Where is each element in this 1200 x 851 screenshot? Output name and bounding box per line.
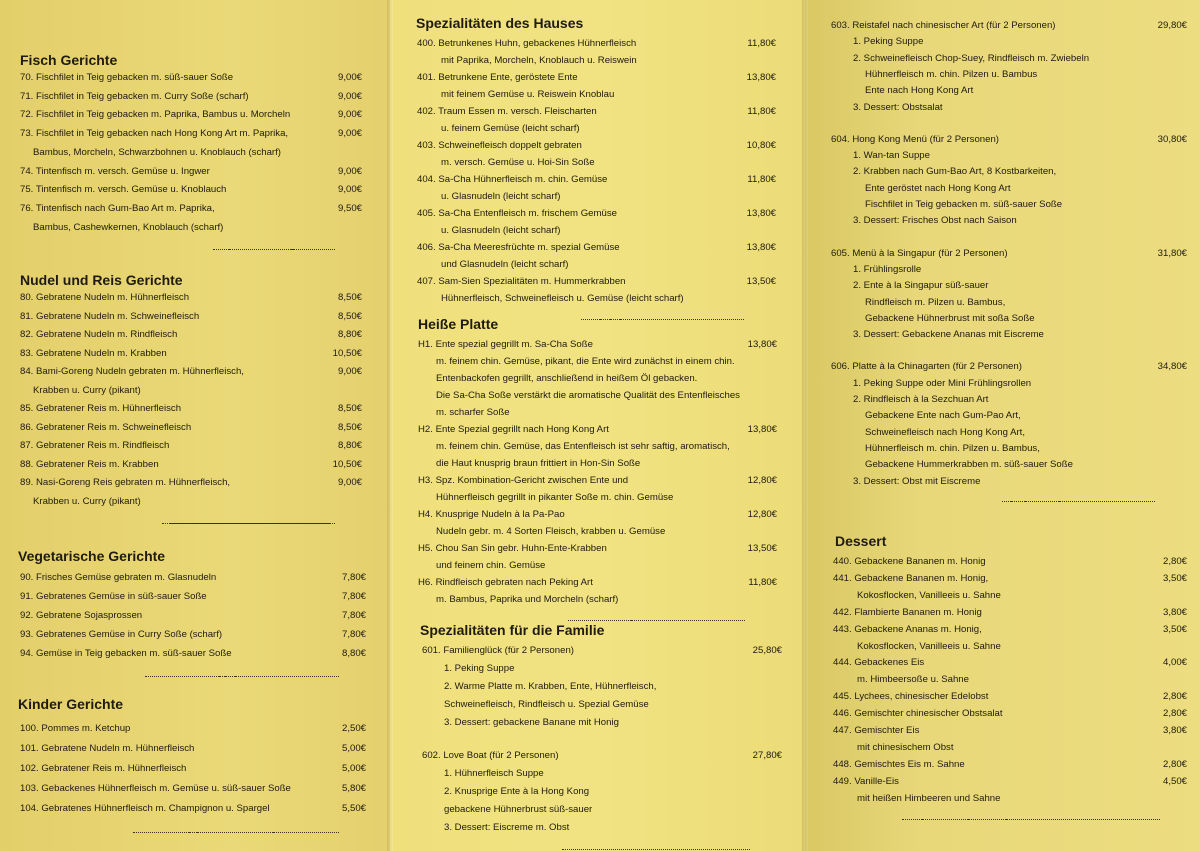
menu-item-price: 5,50€ [341, 803, 366, 814]
menu-item-price: 2,80€ [1162, 708, 1187, 720]
menu-item-price: 7,80€ [341, 591, 366, 602]
section-heading: Dessert [835, 533, 887, 549]
menu-item-price: 7,80€ [341, 629, 366, 640]
menu-item-description: Bambus, Morcheln, Schwarzbohnen u. Knoblauch (scharf) [33, 146, 281, 158]
menu-item-price: 13,80€ [747, 424, 777, 435]
menu-item-description: m. feinem chin. Gemüse, das Entenfleisch ist sehr saftig, aromatisch, [436, 441, 730, 452]
menu-item-price: 5,00€ [341, 743, 366, 754]
menu-item-name: 448. Gemischtes Eis m. Sahne [833, 758, 965, 770]
menu-item-description: Ente geröstet nach Hong Kong Art [865, 182, 1011, 194]
menu-item-price: 9,50€ [337, 202, 362, 214]
menu-item-description: m. feinem chin. Gemüse, pikant, die Ente wird zunächst in einem chin. [436, 356, 735, 367]
menu-item-name: 85. Gebratener Reis m. Hühnerfleisch [20, 403, 182, 414]
menu-item-description: 1. Wan-tan Suppe [853, 150, 930, 162]
menu-item-name: 87. Gebratener Reis m. Rindfleisch [20, 440, 170, 451]
menu-item-description: und Glasnudeln (leicht scharf) [441, 259, 569, 270]
menu-item-name: 444. Gebackenes Eis [833, 657, 925, 669]
menu-item-name: 89. Nasi-Goreng Reis gebraten m. Hühnerfleisch, [20, 477, 231, 488]
menu-item-price: 3,80€ [1162, 725, 1187, 736]
menu-item-price: 9,00€ [337, 109, 362, 121]
menu-item-name: 73. Fischfilet in Teig gebacken nach Hong Kong Art m. Paprika, [20, 128, 289, 140]
menu-item-description: 1. Frühlingsrolle [853, 263, 922, 275]
menu-panel-right [805, 0, 1200, 851]
menu-item-description: Hühnerfleisch gegrillt in pikanter Soße m. chin. Gemüse [436, 492, 674, 503]
dot-leader [596, 619, 745, 621]
menu-item-name: 90. Frisches Gemüse gebraten m. Glasnudeln [20, 572, 217, 583]
menu-item-name: H4. Knusprige Nudeln à la Pa-Pao [418, 509, 565, 520]
dot-leader [902, 818, 1160, 820]
menu-item-price: 12,80€ [747, 509, 777, 520]
menu-item-description: mit feinem Gemüse u. Reiswein Knoblau [441, 89, 615, 100]
menu-item-description: Kokosflocken, Vanilleeis u. Sahne [857, 640, 1001, 652]
menu-item-name: 402. Traum Essen m. versch. Fleischarten [417, 106, 597, 117]
menu-item-price: 2,80€ [1162, 556, 1187, 567]
menu-item-name: 404. Sa-Cha Hühnerfleisch m. chin. Gemüse [417, 174, 608, 185]
menu-item-name: 82. Gebratene Nudeln m. Rindfleisch [20, 329, 178, 340]
menu-item-name: 101. Gebratene Nudeln m. Hühnerfleisch [20, 743, 195, 754]
menu-item-description: mit heißen Himbeeren und Sahne [857, 792, 1001, 804]
menu-item-name: 606. Platte à la Chinagarten (für 2 Personen) [831, 361, 1022, 373]
menu-item-price: 31,80€ [1157, 247, 1187, 259]
menu-item-price: 8,80€ [337, 440, 362, 451]
menu-item-description: 1. Peking Suppe oder Mini Frühlingsrollen [853, 377, 1032, 389]
menu-item-description: 2. Knusprige Ente à la Hong Kong [444, 786, 590, 797]
menu-item-name: H1. Ente spezial gegrillt m. Sa-Cha Soße [418, 339, 593, 350]
menu-item-description: Bambus, Cashewkernen, Knoblauch (scharf) [33, 221, 224, 233]
menu-panel-middle [390, 0, 805, 851]
menu-item-name: 441. Gebackene Bananen m. Honig, [833, 572, 989, 584]
menu-item-description: mit chinesischem Obst [857, 741, 954, 753]
menu-item-description: 3. Dessert: Obst mit Eiscreme [853, 475, 981, 487]
menu-item-name: 605. Menü à la Singapur (für 2 Personen) [831, 247, 1008, 259]
menu-item-description: Rindfleisch m. Pilzen u. Bambus, [865, 296, 1006, 308]
menu-item-description: m. Bambus, Paprika und Morcheln (scharf) [436, 594, 619, 605]
menu-item-description: Schweinefleisch nach Hong Kong Art, [865, 426, 1025, 438]
menu-item-description: Krabben u. Curry (pikant) [33, 495, 141, 507]
menu-item-description: und feinem chin. Gemüse [436, 560, 546, 571]
section-heading: Fisch Gerichte [20, 52, 118, 68]
menu-item-price: 9,00€ [337, 477, 362, 488]
menu-item-name: 71. Fischfilet in Teig gebacken m. Curry Soße (scharf) [20, 90, 249, 102]
menu-item-price: 27,80€ [752, 750, 782, 761]
menu-item-description: Gebackene Hühnerbrust mit soßa Soße [865, 312, 1035, 324]
menu-item-description: Kokosflocken, Vanilleeis u. Sahne [857, 589, 1001, 601]
menu-item-name: 92. Gebratene Sojasprossen [20, 610, 143, 621]
menu-item-description: 1. Peking Suppe [853, 36, 924, 48]
menu-item-price: 8,50€ [337, 421, 362, 433]
menu-item-description: u. Glasnudeln (leicht scharf) [441, 191, 561, 202]
dot-leader [1025, 500, 1155, 502]
menu-item-name: H5. Chou San Sin gebr. Huhn-Ente-Krabben [418, 543, 607, 554]
menu-item-price: 29,80€ [1157, 20, 1187, 31]
menu-item-price: 4,00€ [1162, 657, 1187, 669]
menu-item-price: 4,50€ [1162, 775, 1187, 787]
menu-item-price: 2,80€ [1162, 691, 1187, 703]
menu-item-description: Die Sa-Cha Soße verstärkt die aromatische Qualität des Entenfleisches [436, 390, 740, 401]
section-heading: Vegetarische Gerichte [18, 548, 166, 564]
menu-item-description: Ente nach Hong Kong Art [865, 85, 974, 97]
menu-item-price: 8,50€ [337, 292, 362, 303]
menu-item-price: 9,00€ [337, 72, 362, 83]
menu-item-name: 601. Familienglück (für 2 Personen) [422, 645, 574, 656]
menu-item-name: 602. Love Boat (für 2 Personen) [422, 750, 559, 761]
menu-item-name: 86. Gebratener Reis m. Schweinefleisch [20, 421, 192, 433]
menu-item-description: die Haut knusprig braun frittiert in Hon-Sin Soße [436, 458, 641, 469]
menu-item-price: 9,00€ [337, 366, 362, 377]
menu-item-name: 94. Gemüse in Teig gebacken m. süß-sauer Soße [20, 648, 232, 659]
menu-item-name: 407. Sam-Sien Spezialitäten m. Hummerkrabben [417, 276, 626, 287]
menu-item-price: 3,50€ [1162, 572, 1187, 584]
menu-item-description: m. versch. Gemüse u. Hoi-Sin Soße [441, 157, 595, 168]
section-heading: Kinder Gerichte [18, 696, 124, 712]
menu-item-name: 405. Sa-Cha Entenfleisch m. frischem Gemüse [417, 208, 617, 219]
menu-item-name: 443. Gebackene Ananas m. Honig, [833, 623, 982, 635]
section-heading: Nudel und Reis Gerichte [20, 272, 183, 288]
menu-item-name: 449. Vanille-Eis [833, 775, 899, 787]
dot-leader [233, 522, 335, 524]
menu-item-price: 10,80€ [746, 140, 776, 151]
section-heading: Spezialitäten für die Familie [420, 622, 605, 638]
menu-item-name: 70. Fischfilet in Teig gebacken m. süß-sauer Soße [20, 72, 234, 83]
menu-item-price: 30,80€ [1157, 133, 1187, 145]
menu-item-description: u. feinem Gemüse (leicht scharf) [441, 123, 580, 134]
menu-item-description: 3. Dessert: Obstsalat [853, 101, 943, 113]
menu-item-price: 12,80€ [747, 475, 777, 486]
menu-item-name: H3. Spz. Kombination-Gericht zwischen Ente und [418, 475, 629, 486]
menu-item-price: 3,80€ [1162, 606, 1187, 618]
menu-item-name: 93. Gebratenes Gemüse in Curry Soße (scharf) [20, 629, 223, 640]
menu-item-price: 9,00€ [337, 165, 362, 177]
menu-item-price: 11,80€ [748, 577, 777, 588]
menu-item-name: 103. Gebackenes Hühnerfleisch m. Gemüse u. süß-sauer Soße [20, 783, 291, 794]
menu-item-name: 442. Flambierte Bananen m. Honig [833, 606, 982, 618]
menu-item-name: H6. Rindfleisch gebraten nach Peking Art [418, 577, 593, 588]
menu-item-price: 9,00€ [337, 90, 362, 102]
menu-item-price: 13,80€ [746, 208, 776, 219]
menu-item-description: Nudeln gebr. m. 4 Sorten Fleisch, krabben u. Gemüse [436, 526, 666, 537]
menu-item-price: 10,50€ [332, 458, 362, 470]
menu-item-description: Hühnerfleisch, Schweinefleisch u. Gemüse (leicht scharf) [441, 293, 684, 304]
menu-item-price: 11,80€ [747, 38, 776, 49]
menu-item-price: 11,80€ [747, 106, 776, 117]
menu-item-price: 13,50€ [746, 276, 776, 287]
menu-item-name: 401. Betrunkene Ente, geröstete Ente [417, 72, 578, 83]
menu-item-name: 84. Bami-Goreng Nudeln gebraten m. Hühnerfleisch, [20, 366, 244, 377]
menu-item-name: 74. Tintenfisch m. versch. Gemüse u. Ingwer [20, 165, 210, 177]
menu-item-description: 3. Dessert: gebackene Banane mit Honig [444, 717, 619, 728]
menu-item-description: 2. Krabben nach Gum-Bao Art, 8 Kostbarkeiten, [853, 166, 1057, 178]
menu-item-description: u. Glasnudeln (leicht scharf) [441, 225, 561, 236]
dot-leader [273, 831, 339, 833]
dot-leader [235, 675, 339, 677]
menu-item-description: 2. Warme Platte m. Krabben, Ente, Hühnerfleisch, [444, 681, 657, 692]
menu-item-price: 9,00€ [337, 184, 362, 196]
menu-item-price: 7,80€ [341, 610, 366, 621]
menu-item-description: 1. Peking Suppe [444, 663, 515, 674]
menu-item-name: 91. Gebratenes Gemüse in süß-sauer Soße [20, 591, 207, 602]
menu-item-description: Gebackene Ente nach Gum-Pao Art, [865, 410, 1021, 422]
menu-item-name: 83. Gebratene Nudeln m. Krabben [20, 347, 167, 359]
section-heading: Heiße Platte [418, 316, 499, 332]
menu-item-price: 2,80€ [1162, 758, 1187, 770]
menu-item-name: 75. Tintenfisch m. versch. Gemüse u. Knoblauch [20, 184, 227, 196]
menu-item-price: 8,80€ [341, 648, 366, 659]
menu-item-price: 2,50€ [341, 723, 366, 734]
menu-item-description: m. Himbeersoße u. Sahne [857, 674, 969, 686]
menu-item-price: 13,80€ [746, 72, 776, 83]
menu-item-price: 13,80€ [746, 242, 776, 253]
menu-item-name: 403. Schweinefleisch doppelt gebraten [417, 140, 582, 151]
menu-item-name: 440. Gebackene Bananen m. Honig [833, 556, 986, 567]
menu-item-price: 9,00€ [337, 128, 362, 140]
menu-item-price: 5,00€ [341, 763, 366, 774]
menu-item-price: 3,50€ [1162, 623, 1187, 635]
menu-item-description: 3. Dessert: Frisches Obst nach Saison [853, 215, 1017, 227]
menu-item-name: 603. Reistafel nach chinesischer Art (für 2 Personen) [831, 20, 1056, 31]
menu-item-price: 13,80€ [747, 339, 777, 350]
menu-item-description: mit Paprika, Morcheln, Knoblauch u. Reiswein [441, 55, 637, 66]
menu-item-name: 81. Gebratene Nudeln m. Schweinefleisch [20, 310, 200, 322]
menu-item-price: 8,50€ [337, 403, 362, 414]
menu-item-description: 3. Dessert: Eiscreme m. Obst [444, 822, 570, 833]
menu-item-description: Gebackene Hummerkrabben m. süß-sauer Soße [865, 459, 1073, 471]
dot-leader [562, 848, 750, 850]
menu-item-name: 400. Betrunkenes Huhn, gebackenes Hühnerfleisch [417, 38, 637, 49]
menu-item-name: 100. Pommes m. Ketchup [20, 723, 131, 734]
menu-item-price: 11,80€ [747, 174, 776, 185]
menu-item-name: H2. Ente Spezial gegrillt nach Hong Kong Art [418, 424, 609, 435]
menu-item-description: 2. Rindfleisch à la Sezchuan Art [853, 394, 989, 405]
menu-item-name: 445. Lychees, chinesischer Edelobst [833, 691, 989, 703]
menu-item-name: 88. Gebratener Reis m. Krabben [20, 458, 159, 470]
menu-item-description: Fischfilet in Teig gebacken m. süß-sauer Soße [865, 199, 1063, 210]
menu-item-price: 7,80€ [341, 572, 366, 583]
menu-item-price: 8,80€ [337, 329, 362, 340]
menu-item-name: 446. Gemischter chinesischer Obstsalat [833, 708, 1003, 720]
menu-item-price: 34,80€ [1157, 361, 1187, 373]
fold-crease [387, 0, 393, 851]
menu-item-name: 102. Gebratener Reis m. Hühnerfleisch [20, 763, 187, 774]
section-heading: Spezialitäten des Hauses [416, 15, 584, 31]
dot-leader [629, 318, 744, 320]
menu-item-description: m. scharfer Soße [436, 407, 510, 418]
menu-item-price: 5,80€ [341, 783, 366, 794]
dot-leader [218, 248, 335, 250]
menu-item-name: 72. Fischfilet in Teig gebacken m. Paprika, Bambus u. Morcheln [20, 109, 291, 121]
menu-item-description: Hühnerfleisch m. chin. Pilzen u. Bambus [865, 68, 1038, 80]
menu-panel-left [0, 0, 390, 851]
menu-item-description: 3. Dessert: Gebackene Ananas mit Eiscreme [853, 329, 1044, 341]
menu-item-description: Entenbackofen gegrillt, anschließend in heißem Öl gebacken. [436, 373, 698, 384]
menu-item-description: 2. Schweinefleisch Chop-Suey, Rindfleisch m. Zwiebeln [853, 52, 1090, 64]
menu-item-price: 10,50€ [332, 347, 362, 359]
menu-item-description: Schweinefleisch, Rindfleisch u. Spezial Gemüse [444, 699, 649, 710]
menu-item-price: 25,80€ [752, 645, 782, 656]
menu-item-name: 406. Sa-Cha Meeresfrüchte m. spezial Gemüse [417, 242, 620, 253]
menu-item-description: Krabben u. Curry (pikant) [33, 384, 141, 396]
menu-item-name: 447. Gemischter Eis [833, 725, 920, 736]
menu-item-description: Hühnerfleisch m. chin. Pilzen u. Bambus, [865, 442, 1040, 454]
menu-item-name: 604. Hong Kong Menü (für 2 Personen) [831, 133, 999, 145]
menu-item-description: 2. Ente à la Singapur süß-sauer [853, 280, 989, 292]
fold-crease [802, 0, 808, 851]
menu-item-name: 76. Tintenfisch nach Gum-Bao Art m. Paprika, [20, 202, 215, 214]
menu-item-price: 8,50€ [337, 310, 362, 322]
menu-item-description: 1. Hühnerfleisch Suppe [444, 768, 544, 779]
menu-item-name: 80. Gebratene Nudeln m. Hühnerfleisch [20, 292, 190, 303]
menu-item-price: 13,50€ [747, 543, 777, 554]
menu-item-description: gebackene Hühnerbrust süß-sauer [444, 804, 593, 815]
menu-item-name: 104. Gebratenes Hühnerfleisch m. Champignon u. Spargel [20, 803, 270, 814]
